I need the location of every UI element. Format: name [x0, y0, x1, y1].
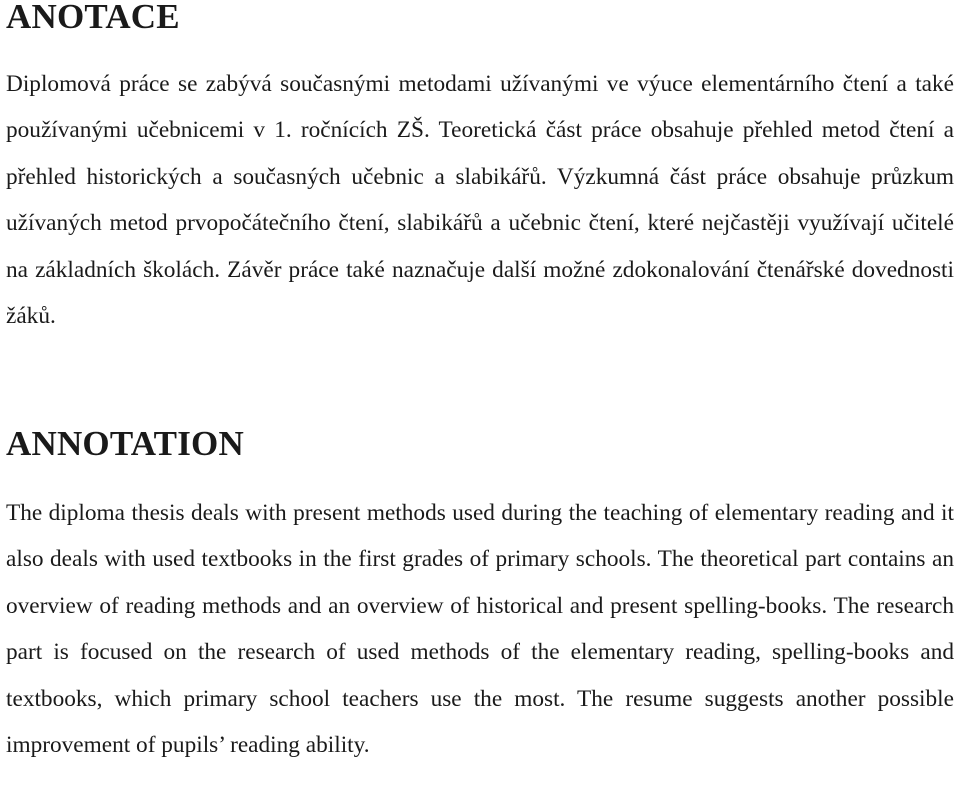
- annotation-paragraph: The diploma thesis deals with present methods used during the teaching of elementary reading and it also deals with used textbooks in the first grades of primary schools. The theoretical part contains an overview of reading methods and an overview of historical and present spelling-books. The research part is focused on the research of used methods of the elementary reading, spelling-books and textbooks, which primary school teachers use the most. The resume suggests another possible improvement of pupils’ reading ability.: [6, 500, 954, 759]
- anotace-paragraph: Diplomová práce se zabývá současnými metodami užívanými ve výuce elementárního čtení a také používanými učebnicemi v 1. ročnících ZŠ. Teoretická část práce obsahuje přehled metod čtení a přehled historických a současných učebnic a slabikářů. Výzkumná část práce obsahuje průzkum užívaných metod prvopočátečního čtení, slabikářů a učebnic čtení, které nejčastěji využívají učitelé na základních školách. Závěr práce také naznačuje další možné zdokonalování čtenářské dovednosti žáků.: [6, 71, 954, 330]
- annotation-heading: ANNOTATION: [6, 424, 244, 463]
- anotace-heading: ANOTACE: [6, 0, 180, 36]
